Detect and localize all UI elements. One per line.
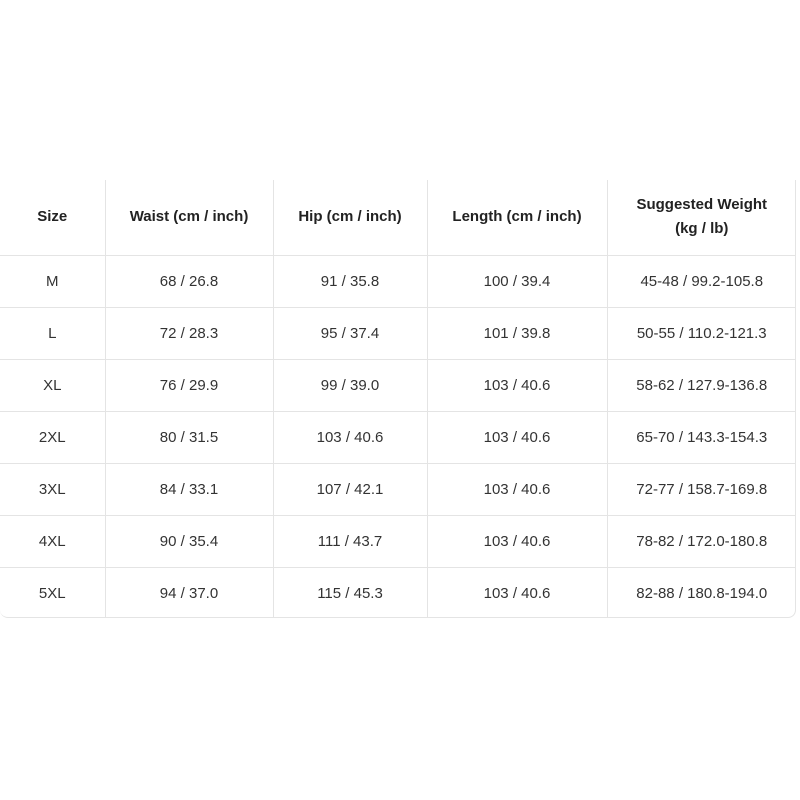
cell-size: XL [0,359,105,411]
size-chart [0,180,796,618]
cell-hip: 107 / 42.1 [273,463,427,515]
cell-weight: 58-62 / 127.9-136.8 [607,359,796,411]
table-row [0,255,796,307]
cell-waist: 80 / 31.5 [105,411,273,463]
size-table [0,180,796,618]
header-length: Length (cm / inch) [427,180,607,255]
cell-weight: 65-70 / 143.3-154.3 [607,411,796,463]
cell-size: 3XL [0,463,105,515]
cell-waist: 68 / 26.8 [105,255,273,307]
cell-length: 103 / 40.6 [427,359,607,411]
header-size: Size [0,180,105,255]
cell-size: 5XL [0,567,105,618]
cell-weight: 82-88 / 180.8-194.0 [636,584,768,602]
cell-length: 103 / 40.6 [427,463,607,515]
table-row [0,411,796,463]
cell-length: 101 / 39.8 [427,307,607,359]
cell-hip: 91 / 35.8 [273,255,427,307]
table-row [0,515,796,567]
cell-waist: 94 / 37.0 [105,567,273,618]
cell-weight: 78-82 / 172.0-180.8 [607,515,796,567]
cell-length: 103 / 40.6 [427,567,607,618]
cell-length: 103 / 40.6 [427,515,607,567]
table-row [0,307,796,359]
cell-length: 103 / 40.6 [427,411,607,463]
cell-weight: 50-55 / 110.2-121.3 [607,307,796,359]
table-row [0,359,796,411]
cell-waist: 76 / 29.9 [105,359,273,411]
cell-hip: 99 / 39.0 [273,359,427,411]
cell-weight: 72-77 / 158.7-169.8 [607,463,796,515]
header-suggested-weight [607,180,796,255]
cell-size: 4XL [0,515,105,567]
cell-weight: 45-48 / 99.2-105.8 [607,255,796,307]
cell-waist: 72 / 28.3 [105,307,273,359]
table-row [0,567,796,618]
cell-waist: 84 / 33.1 [105,463,273,515]
cell-hip: 103 / 40.6 [273,411,427,463]
header-waist: Waist (cm / inch) [105,180,273,255]
cell-hip: 115 / 45.3 [273,567,427,618]
header-hip: Hip (cm / inch) [273,180,427,255]
cell-waist: 90 / 35.4 [105,515,273,567]
header-row [0,180,796,255]
cell-size: M [0,255,105,307]
cell-hip: 95 / 37.4 [273,307,427,359]
table-row [0,463,796,515]
cell-size: L [0,307,105,359]
cell-length: 100 / 39.4 [427,255,607,307]
cell-hip: 111 / 43.7 [273,515,427,567]
cell-size: 2XL [0,411,105,463]
header-suggested-weight-text: Suggested Weight (kg / lb) [636,196,768,238]
table-body [0,255,796,618]
table-header [0,180,796,255]
